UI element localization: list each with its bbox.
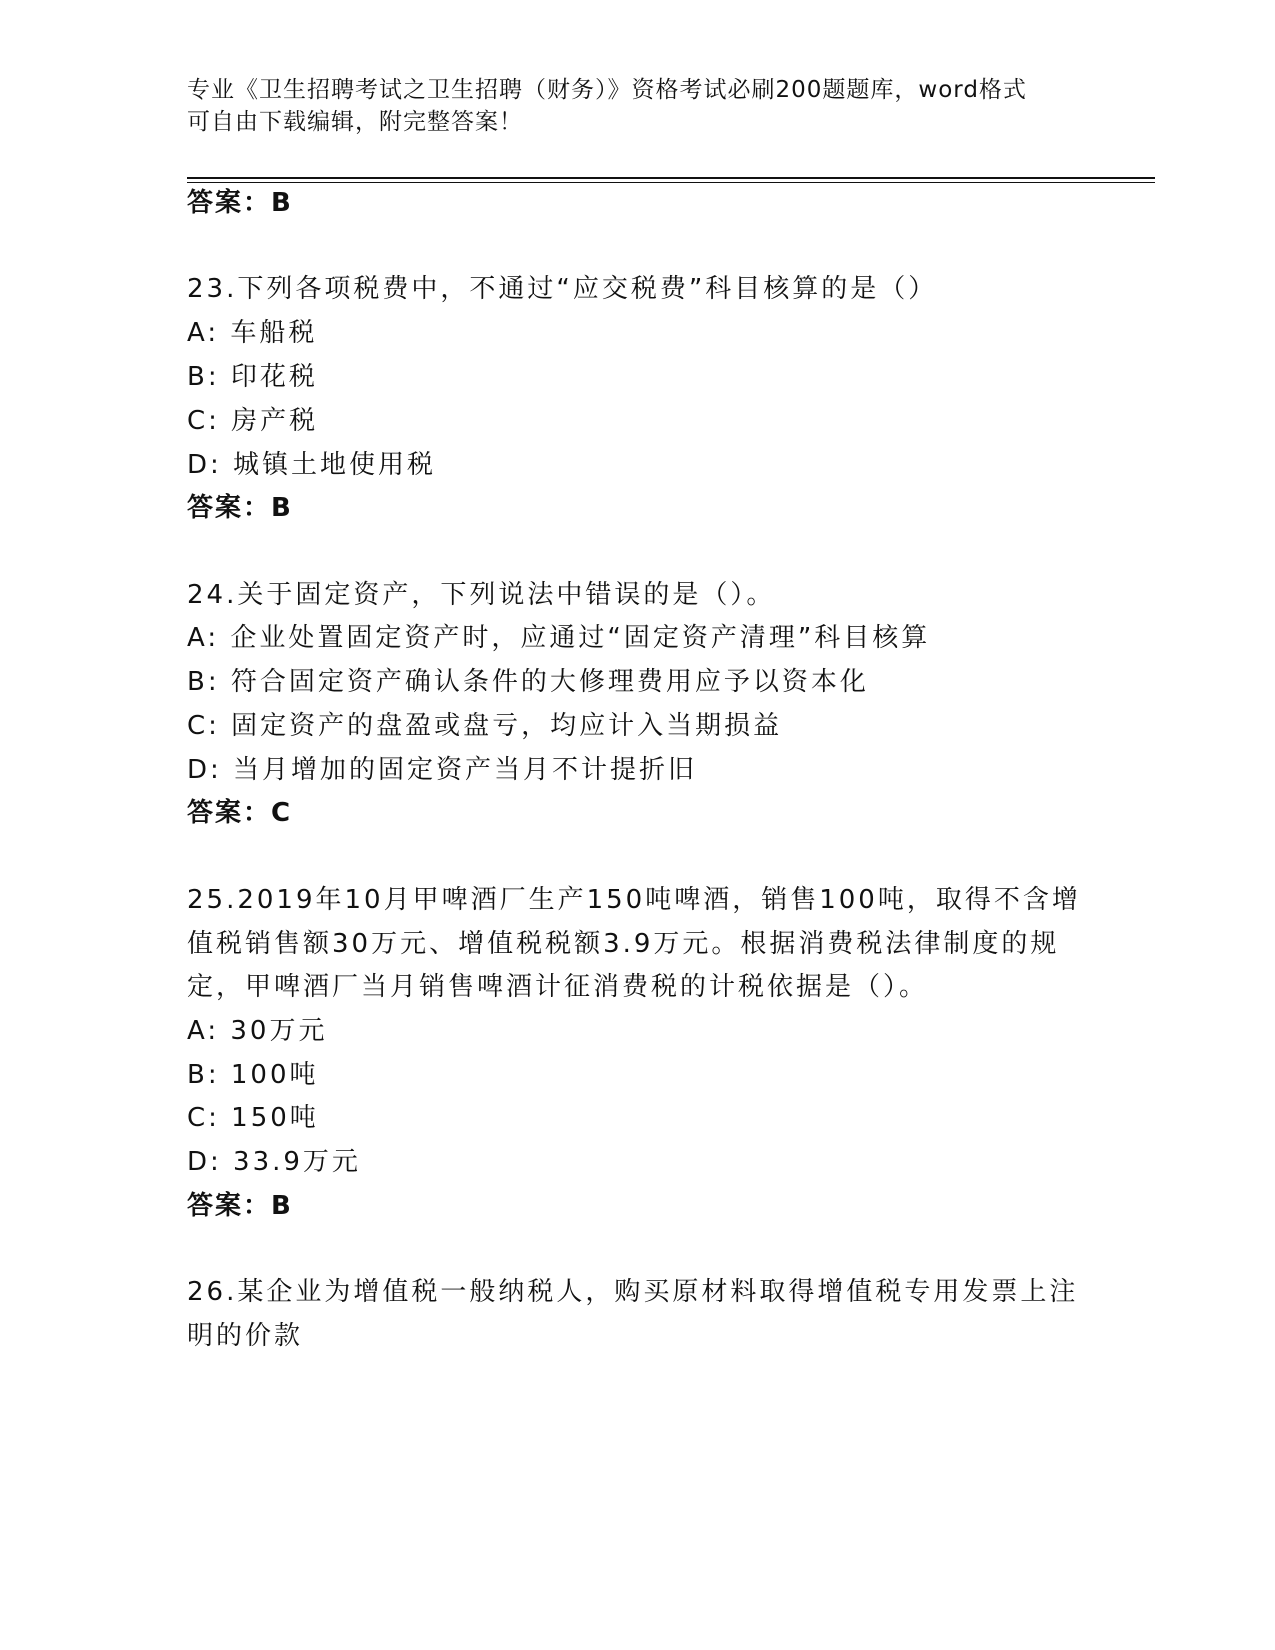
question-25-stem-line-2: 值税销售额30万元、增值税税额3.9万元。根据消费税法律制度的规	[187, 929, 1060, 959]
question-24-stem: 24.关于固定资产，下列说法中错误的是（）。	[187, 580, 776, 610]
question-23-option-c: C: 房产税	[187, 406, 319, 436]
question-24-option-c: C: 固定资产的盘盈或盘亏，均应计入当期损益	[187, 711, 783, 741]
question-25-option-b: B: 100吨	[187, 1060, 319, 1090]
question-25-option-a: A: 30万元	[187, 1016, 328, 1046]
question-24-option-b: B: 符合固定资产确认条件的大修理费用应予以资本化	[187, 667, 869, 697]
question-23-option-a: A: 车船税	[187, 318, 318, 348]
question-24-option-a: A: 企业处置固定资产时，应通过“固定资产清理”科目核算	[187, 623, 931, 653]
answer-line: 答案：B	[187, 188, 293, 218]
question-25-option-d: D: 33.9万元	[187, 1147, 361, 1177]
question-24-option-d: D: 当月增加的固定资产当月不计提折旧	[187, 755, 698, 785]
question-26-stem-line-2: 明的价款	[187, 1321, 304, 1351]
header-line-2: 可自由下载编辑，附完整答案！	[187, 109, 523, 135]
header-line-1: 专业《卫生招聘考试之卫生招聘（财务）》资格考试必刷200题题库，word格式	[187, 77, 1027, 103]
question-24-answer: 答案：C	[187, 798, 293, 828]
header-divider-thick	[187, 177, 1155, 179]
question-23-answer: 答案：B	[187, 493, 293, 523]
question-25-option-c: C: 150吨	[187, 1103, 319, 1133]
question-23-stem: 23.下列各项税费中，不通过“应交税费”科目核算的是（）	[187, 274, 938, 304]
question-25-answer: 答案：B	[187, 1191, 293, 1221]
question-25-stem-line-3: 定，甲啤酒厂当月销售啤酒计征消费税的计税依据是（）。	[187, 972, 929, 1002]
question-25-stem-line-1: 25.2019年10月甲啤酒厂生产150吨啤酒，销售100吨，取得不含增	[187, 885, 1081, 915]
question-23-option-b: B: 印花税	[187, 362, 318, 392]
document-header	[187, 74, 1087, 138]
question-23-option-d: D: 城镇土地使用税	[187, 450, 437, 480]
question-26-stem-line-1: 26.某企业为增值税一般纳税人，购买原材料取得增值税专用发票上注	[187, 1277, 1079, 1307]
header-divider-thin	[187, 182, 1155, 183]
